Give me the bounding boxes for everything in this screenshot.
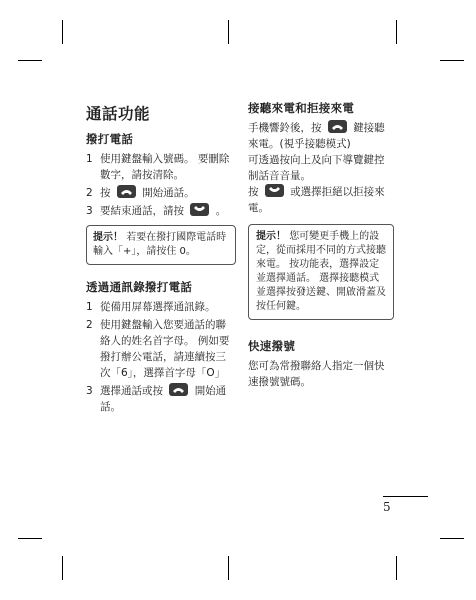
step-text: 從備用屏幕選擇通訊錄。 <box>100 301 216 313</box>
page-number: 5 <box>383 500 391 514</box>
crop-mark <box>396 20 397 44</box>
list-item <box>86 185 236 201</box>
tip-box-international <box>86 225 236 265</box>
step-text: 要結束通話，請按 <box>100 205 184 217</box>
step-number: 2 <box>86 187 93 199</box>
step-number: 1 <box>86 301 93 313</box>
call-key-icon <box>169 383 188 396</box>
step-number: 3 <box>86 205 93 217</box>
crop-mark <box>62 556 63 580</box>
tip-box-answer-mode <box>248 224 394 320</box>
paragraph-text: 或選擇拒絕以拒接來電。 <box>248 186 385 214</box>
paragraph-text: 鍵接聽來電。(視乎接聽模式) <box>248 122 385 150</box>
crop-mark <box>18 538 42 539</box>
call-key-icon <box>328 120 347 133</box>
step-text: 按 <box>100 187 111 199</box>
section-heading-make-call: 撥打電話 <box>86 132 134 146</box>
left-column <box>86 100 236 421</box>
crop-mark <box>62 20 63 44</box>
tip-text: 您可變更手機上的設定，從而採用不同的方式接聽來電。 按功能表，選擇設定並選擇通話。 選擇接聽模式並選擇按發送鍵、開啟滑蓋及按任何鍵。 <box>256 231 386 312</box>
reject-paragraph <box>248 184 394 216</box>
section-heading-call-contacts: 透過通訊錄撥打電話 <box>86 280 193 294</box>
crop-mark <box>18 60 42 61</box>
crop-mark <box>228 556 229 580</box>
crop-mark <box>440 60 464 61</box>
step-text: 開始通話。 <box>100 385 227 413</box>
crop-mark <box>228 20 229 44</box>
call-key-icon <box>117 185 136 198</box>
list-item <box>86 383 236 415</box>
step-text: 使用鍵盤輸入您要通話的聯絡人的姓名首字母。 例如要撥打辦公電話，請連續按三次「6」，選擇首字母「O」 <box>100 319 230 379</box>
section-heading-answer-reject: 接聽來電和拒接來電 <box>248 101 355 115</box>
paragraph-text: 按 <box>248 186 259 198</box>
make-call-steps <box>86 151 236 219</box>
crop-mark <box>440 538 464 539</box>
call-contacts-steps <box>86 299 236 415</box>
tip-label: 提示！ <box>256 231 286 242</box>
volume-paragraph: 可透過按向上及向下導覽鍵控制話音音量。 <box>248 154 385 182</box>
paragraph-text: 手機響鈴後，按 <box>248 122 322 134</box>
step-number: 3 <box>86 385 93 397</box>
step-text: 。 <box>215 205 227 217</box>
step-text: 開始通話。 <box>142 187 195 199</box>
page-number-rule <box>383 496 428 497</box>
step-text: 選擇通話或按 <box>100 385 163 397</box>
tip-label: 提示！ <box>93 232 123 243</box>
section-heading-speed-dial: 快速撥號 <box>248 339 296 353</box>
list-item <box>86 151 236 183</box>
tip-text: 若要在撥打國際電話時輸入「+」，請按住 0。 <box>93 232 227 257</box>
crop-mark <box>396 556 397 580</box>
answer-paragraph <box>248 120 394 152</box>
step-number: 2 <box>86 319 93 331</box>
right-column <box>248 100 394 390</box>
speed-dial-paragraph: 您可為常撥聯絡人指定一個快速撥號號碼。 <box>248 360 385 388</box>
list-item <box>86 299 236 315</box>
list-item <box>86 203 236 219</box>
page-title: 通話功能 <box>86 105 151 123</box>
step-number: 1 <box>86 153 93 165</box>
list-item <box>86 317 236 381</box>
end-key-icon <box>190 203 209 216</box>
end-key-icon <box>265 184 284 197</box>
step-text: 使用鍵盤輸入號碼。 要刪除數字，請按清除。 <box>100 153 230 181</box>
